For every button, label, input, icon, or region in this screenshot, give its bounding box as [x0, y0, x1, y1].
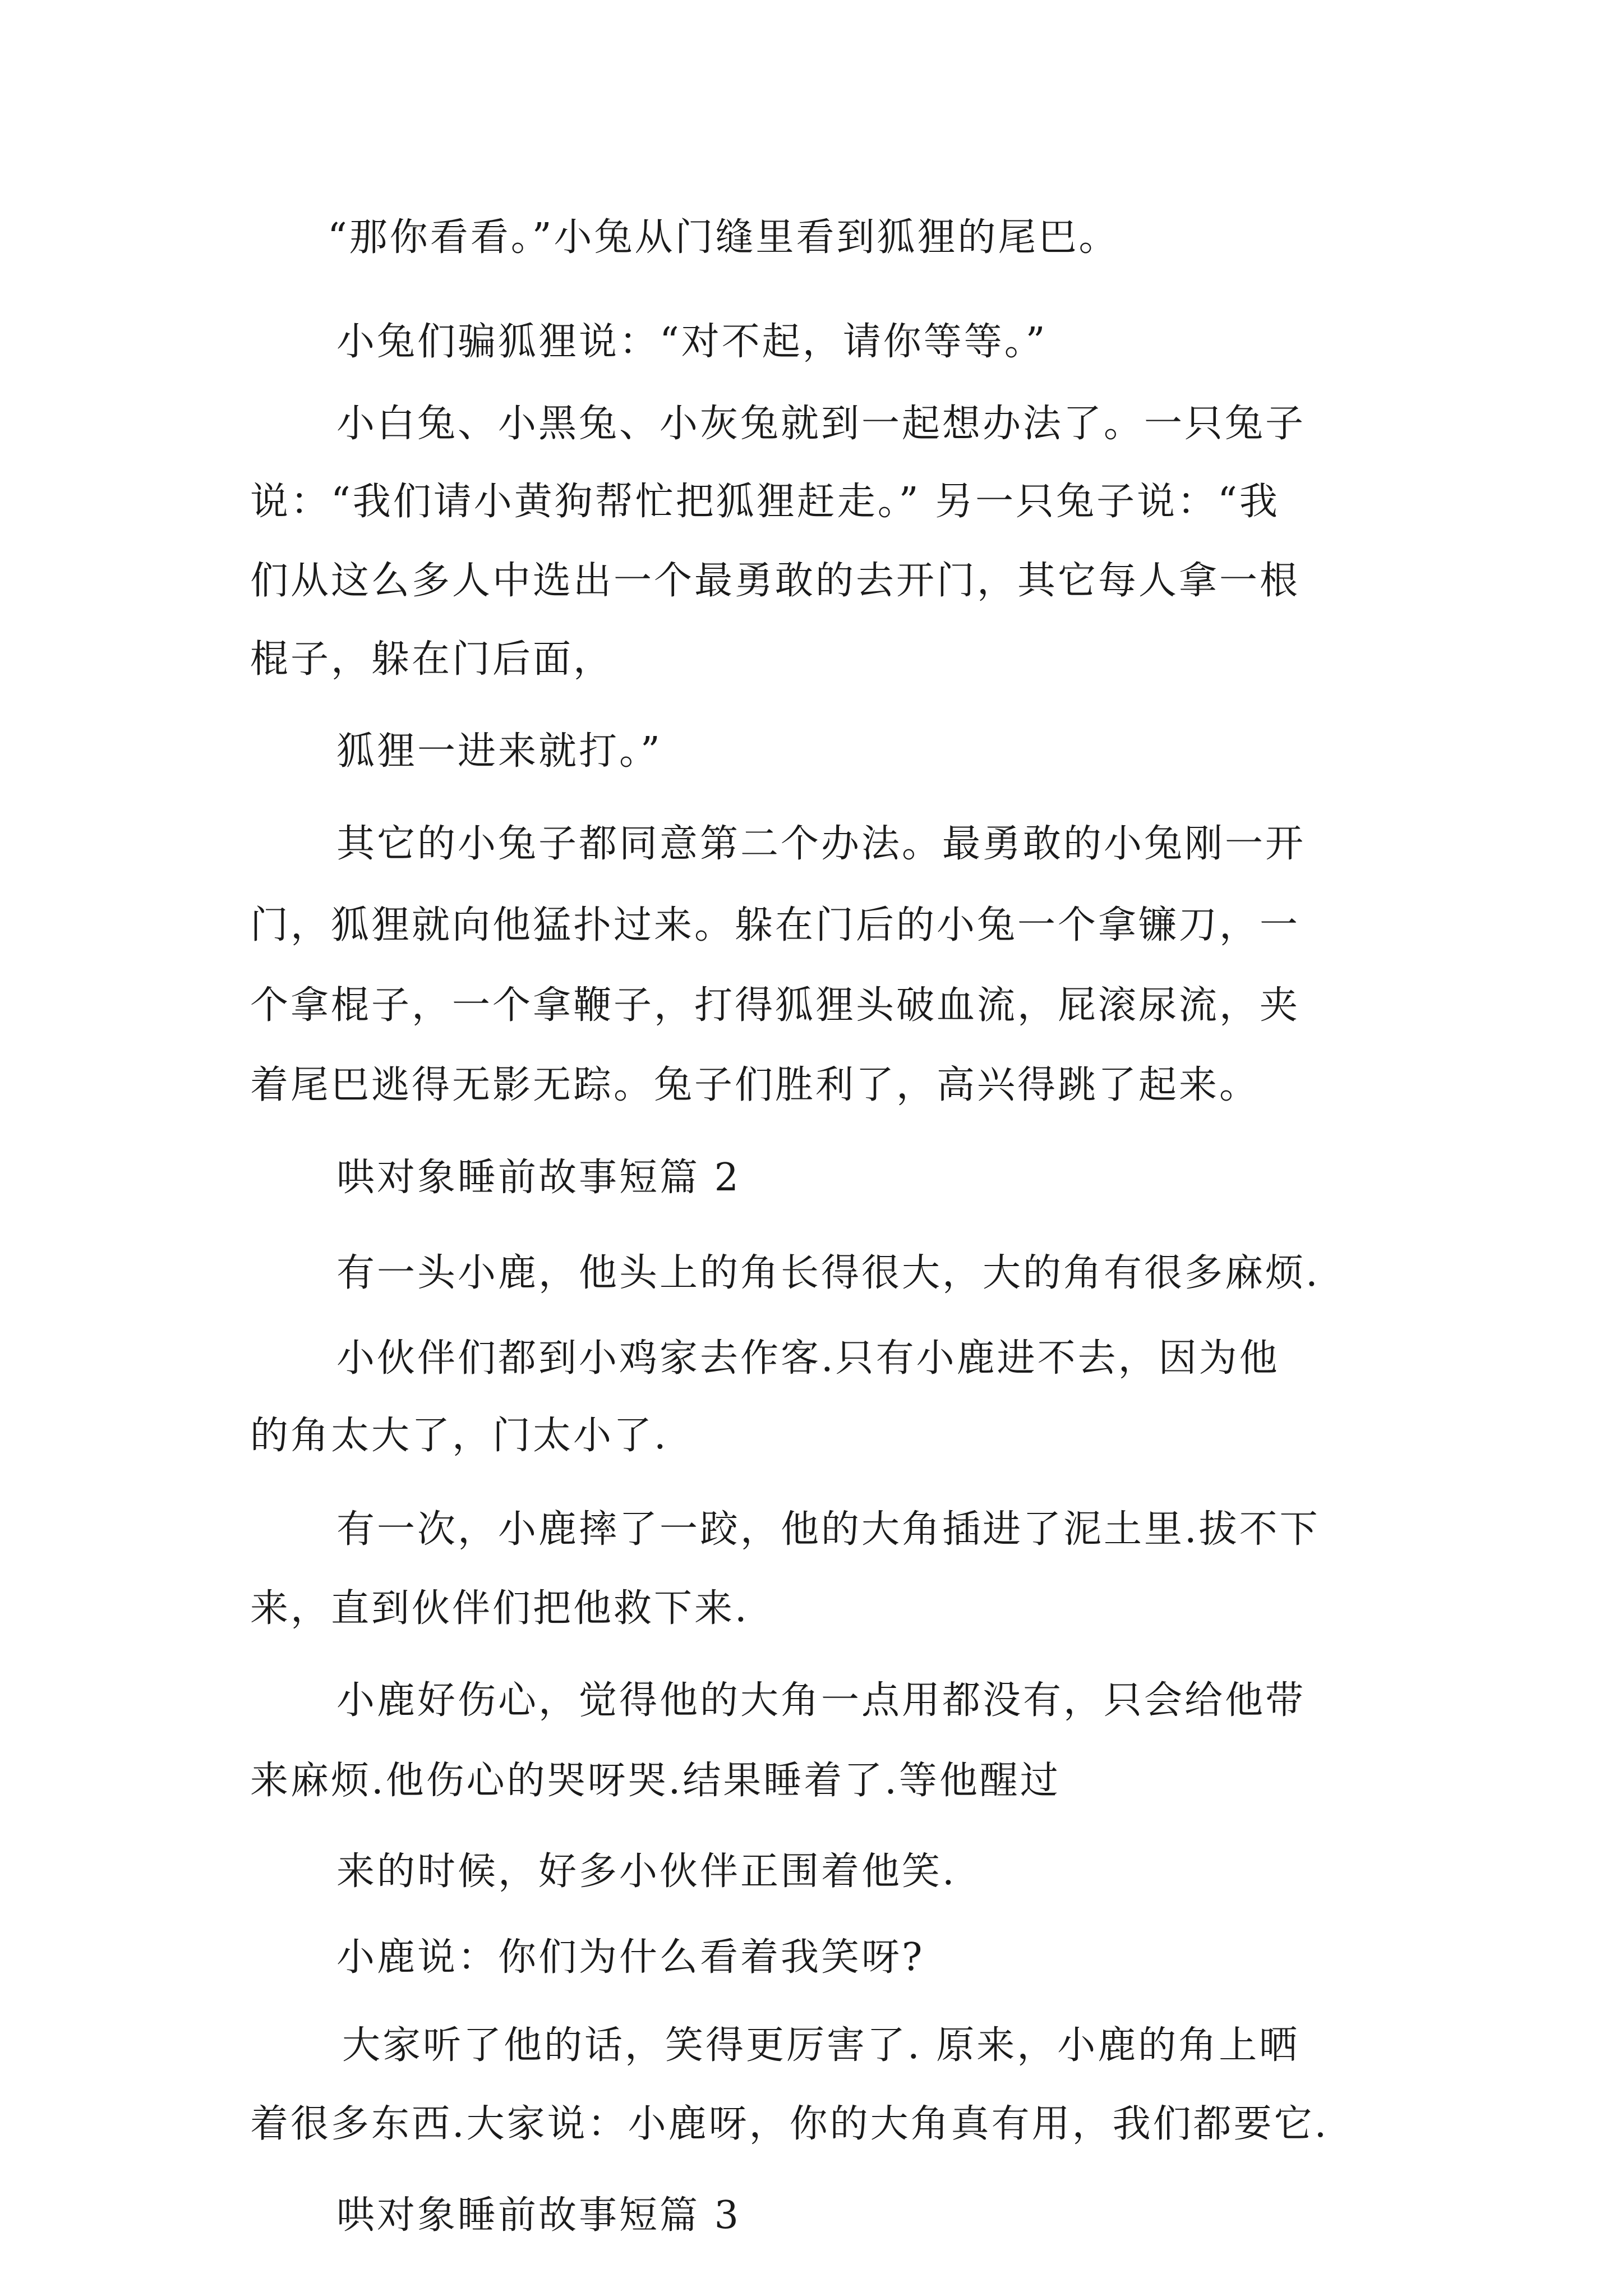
text-line: 小伙伴们都到小鸡家去作客.只有小鹿进不去，因为他 [336, 1336, 1280, 1381]
text-line: “那你看看。”小兔从门缝里看到狐狸的尾巴。 [328, 215, 1119, 260]
text-line: 小白兔、小黑兔、小灰兔就到一起想办法了。一只兔子 [336, 402, 1306, 446]
text-line: 狐狸一进来就打。” [336, 729, 662, 774]
text-line: 有一头小鹿，他头上的角长得很大，大的角有很多麻烦. [336, 1251, 1320, 1295]
text-line: 门，狐狸就向他猛扑过来。躲在门后的小兔一个拿镰刀，一 [250, 903, 1301, 947]
section-heading: 哄对象睡前故事短篇 3 [336, 2193, 741, 2238]
text-line: 个拿棍子，一个拿鞭子，打得狐狸头破血流，屁滚尿流，夹 [250, 983, 1301, 1028]
text-line: 来麻烦.他伤心的哭呀哭.结果睡着了.等他醒过 [250, 1759, 1061, 1803]
text-line: 说：“我们请小黄狗帮忙把狐狸赶走。” 另一只兔子说：“我 [250, 480, 1280, 524]
text-line: 们从这么多人中选出一个最勇敢的去开门，其它每人拿一根 [250, 559, 1301, 603]
section-heading: 哄对象睡前故事短篇 2 [336, 1156, 741, 1200]
text-line: 的角太大了，门太小了. [250, 1414, 668, 1458]
text-line: 着很多东西.大家说：小鹿呀，你的大角真有用，我们都要它. [250, 2102, 1329, 2146]
text-line: 棍子，躲在门后面， [250, 637, 614, 682]
text-line: 小兔们骗狐狸说：“对不起，请你等等。” [336, 320, 1048, 364]
text-line: 着尾巴逃得无影无踪。兔子们胜利了，高兴得跳了起来。 [250, 1063, 1260, 1107]
text-line: 来的时候，好多小伙伴正围着他笑. [336, 1849, 957, 1894]
text-line: 小鹿好伤心，觉得他的大角一点用都没有，只会给他带 [336, 1678, 1306, 1723]
text-line: 大家听了他的话，笑得更厉害了. 原来，小鹿的角上晒 [342, 2023, 1300, 2068]
text-line: 小鹿说：你们为什么看着我笑呀? [336, 1935, 925, 1980]
text-line: 有一次，小鹿摔了一跤，他的大角插进了泥土里.拔不下 [336, 1507, 1320, 1552]
text-line: 其它的小兔子都同意第二个办法。最勇敢的小兔刚一开 [336, 822, 1306, 866]
text-line: 来，直到伙伴们把他救下来. [250, 1586, 749, 1631]
